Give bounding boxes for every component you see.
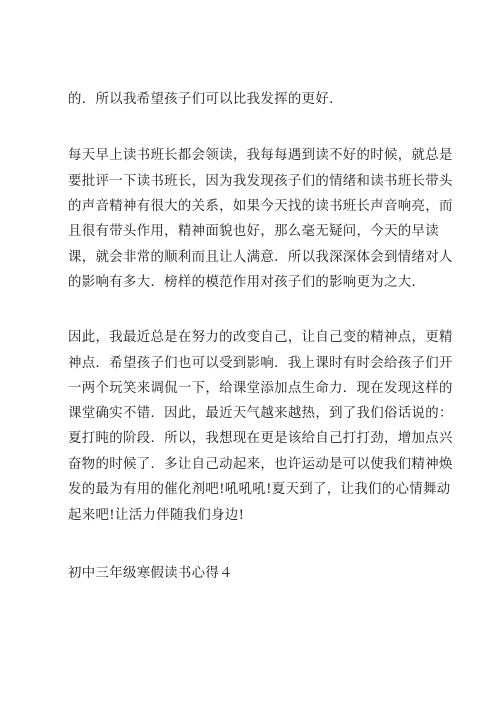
paragraph-3-line-2: 神点．希望孩子们也可以受到影响．我上课时有时会给孩子们开 xyxy=(68,356,453,371)
paragraph-2-line-4: 且很有带头作用，精神面貌也好，那么毫无疑问，今天的早读 xyxy=(68,224,439,239)
paragraph-2-line-3: 的声音精神有很大的关系，如果今天找的读书班长声音响亮，而 xyxy=(68,199,453,214)
paragraph-2-line-1: 每天早上读书班长都会领读，我每每遇到读不好的时候，就总是 xyxy=(68,148,453,163)
paragraph-1-line-1: 的．所以我希望孩子们可以比我发挥的更好． xyxy=(68,92,343,107)
paragraph-3-line-8: 起来吧!让活力伴随我们身边! xyxy=(68,508,245,523)
paragraph-3-line-5: 夏打盹的阶段．所以，我想现在更是该给自己打打劲，增加点兴 xyxy=(68,431,453,446)
paragraph-3-line-4: 课堂确实不错．因此，最近天气越来越热，到了我们俗话说的： xyxy=(68,406,453,421)
paragraph-3-line-1: 因此，我最近总是在努力的改变自己，让自己变的精神点，更精 xyxy=(68,330,453,345)
paragraph-2-line-2: 要批评一下读书班长，因为我发现孩子们的情绪和读书班长带头 xyxy=(68,174,453,189)
paragraph-3-line-6: 奋物的时候了．多让自己动起来，也许运动是可以使我们精神焕 xyxy=(68,457,453,472)
paragraph-3-line-3: 一两个玩笑来调侃一下，给课堂添加点生命力．现在发现这样的 xyxy=(68,381,453,396)
paragraph-2-line-5: 课，就会非常的顺利而且让人满意．所以我深深体会到情绪对人 xyxy=(68,250,453,265)
paragraph-2-line-6: 的影响有多大．榜样的模范作用对孩子们的影响更为之大． xyxy=(68,275,426,290)
paragraph-3-line-7: 发的最为有用的催化剂吧!吼吼吼!夏天到了，让我们的心情舞动 xyxy=(68,482,451,497)
section-heading: 初中三年级寒假读书心得４ xyxy=(68,566,233,581)
